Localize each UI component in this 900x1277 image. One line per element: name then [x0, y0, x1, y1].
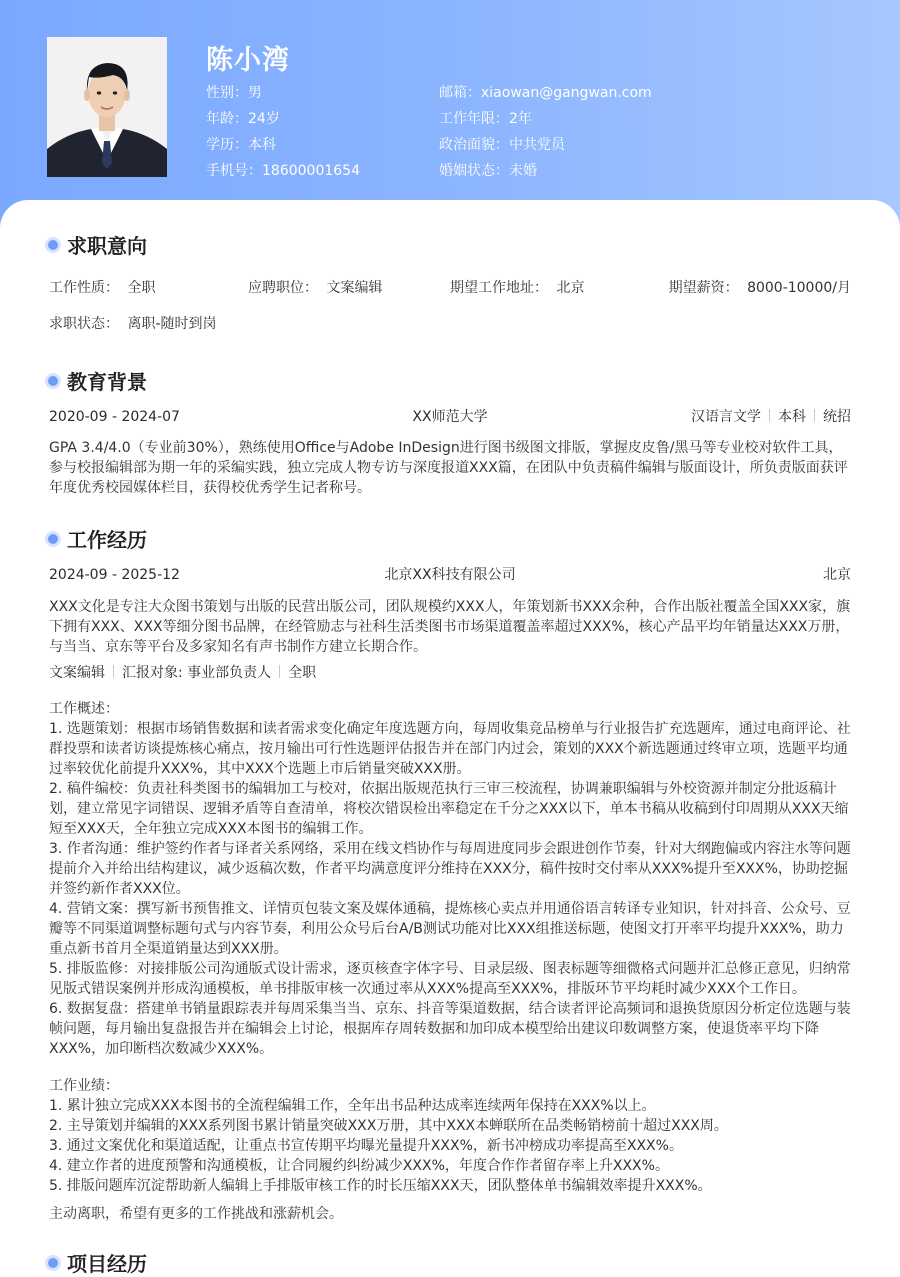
list-item: 1. 选题策划：根据市场销售数据和读者需求变化确定年度选题方向，每周收集竞品榜单与行业报告扩充选题库，通过电商评论、社群投票和读者访谈提炼核心痛点，按月输出可行性选题评估报告并在部门内过会，策划的XXX个新选题通过终审立项，选题平均通过率较优化前提升XXX%，其中XXX个选题上市后销量突破XXX册。 [49, 721, 851, 777]
intent-salary-value: 8000-10000/月 [747, 280, 851, 296]
intent-position-value: 文案编辑 [326, 280, 383, 296]
education-level: 学历：本科 [206, 137, 276, 153]
bullet-dot-icon [48, 376, 58, 386]
work-period: 2024-09 - 2025-12 [49, 567, 180, 583]
work-achievements [49, 1076, 853, 1196]
leave-reason: 主动离职，希望有更多的工作挑战和涨薪机会。 [49, 1206, 343, 1222]
marital-status: 婚姻状态：未婚 [439, 163, 537, 179]
work-years: 工作年限：2年 [439, 111, 532, 127]
work-company: 北京XX科技有限公司 [384, 567, 516, 583]
section-title-intent [48, 230, 147, 259]
company-intro: XXX文化是专注大众图书策划与出版的民营出版公司，团队规模约XXX人，年策划新书XXX余种，合作出版社覆盖全国XXX家，旗下拥有XXX、XXX等细分图书品牌，在经管励志与社科生活类图书市场渠道覆盖率超过XXX%，核心产品平均年销量达XXX万册，与当当、京东等平台及多家知名有声书制作方建立长期合作。 [49, 599, 851, 655]
work-achievements-title: 工作业绩： [49, 1078, 119, 1094]
work-city: 北京 [823, 567, 851, 583]
section-title-work [48, 524, 147, 553]
work-overview [49, 699, 853, 1059]
candidate-name: 陈小湾 [206, 45, 290, 76]
work-overview-title: 工作概述： [49, 701, 119, 717]
list-item: 1. 累计独立完成XXX本图书的全流程编辑工作，全年出书品种达成率连续两年保持在XXX%以上。 [49, 1098, 656, 1114]
intent-type-value: 全职 [127, 280, 156, 296]
divider [113, 665, 114, 678]
list-item: 2. 主导策划并编辑的XXX系列图书累计销量突破XXX万册，其中XXX本蝉联所在品类畅销榜前十超过XXX周。 [49, 1118, 728, 1134]
education-mode: 统招 [823, 409, 851, 425]
list-item: 4. 建立作者的进度预警和沟通模板，让合同履约纠纷减少XXX%，年度合作作者留存率上升XXX%。 [49, 1158, 669, 1174]
intent-type-label: 工作性质： [49, 280, 119, 296]
divider [769, 409, 770, 422]
intent-salary-label: 期望薪资： [668, 280, 739, 296]
list-item: 4. 营销文案：撰写新书预售推文、详情页包装文案及媒体通稿，提炼核心卖点并用通俗语言转译专业知识，针对抖音、公众号、豆瓣等不同渠道调整标题句式与内容节奏，利用公众号后台A/B测试功能对比XXX组推送标题，使图文打开率平均提升XXX%，助力重点新书首月全渠道销量达到XXX册。 [49, 901, 851, 957]
intent-status-value: 离职-随时到岗 [127, 316, 217, 332]
education-major: 汉语言文学 [691, 409, 761, 425]
bullet-dot-icon [48, 534, 58, 544]
list-item: 5. 排版监修：对接排版公司沟通版式设计需求，逐页核查字体字号、目录层级、图表标题等细微格式问题并汇总修正意见，归纳常见版式错误案例并形成沟通模板，单书排版审核一次通过率从XXX%提高至XXX%，排版环节平均耗时减少XXX个工作日。 [49, 961, 851, 997]
education-description: GPA 3.4/4.0（专业前30%），熟练使用Office与Adobe InDesign进行图书级图文排版，掌握皮皮鲁/黑马等专业校对软件工具，参与校报编辑部为期一年的采编实践，独立完成人物专访与深度报道XXX篇，在团队中负责稿件编辑与版面设计，所负责版面获评年度优秀校园媒体栏目，获得校优秀学生记者称号。 [49, 440, 848, 496]
avatar [47, 37, 167, 177]
education-degree: 本科 [778, 409, 806, 425]
intent-salary [669, 277, 851, 297]
list-item: 6. 数据复盘：搭建单书销量跟踪表并每周采集当当、京东、抖音等渠道数据，结合读者评论高频词和退换货原因分析定位选题与装帧问题，每月输出复盘报告并在编辑会上讨论，根据库存周转数据和加印成本模型给出建议印数调整方案，使退货率平均下降XXX%，加印断档次数减少XXX%。 [49, 1001, 851, 1057]
list-item: 3. 通过文案优化和渠道适配，让重点书宣传期平均曝光量提升XXX%，新书冲榜成功率提高至XXX%。 [49, 1138, 683, 1154]
work-role: 文案编辑 [49, 665, 105, 681]
intent-status-label: 求职状态： [49, 316, 119, 332]
age: 年龄：24岁 [206, 111, 280, 127]
intent-city-label: 期望工作地址： [450, 280, 548, 296]
education-period: 2020-09 - 2024-07 [49, 409, 180, 425]
intent-title-text: 求职意向 [67, 234, 147, 258]
education-tags [691, 407, 851, 427]
intent-position [248, 277, 382, 297]
bullet-dot-icon [48, 240, 58, 250]
work-report-to: 汇报对象: 事业部负责人 [122, 665, 272, 681]
work-type: 全职 [288, 665, 317, 681]
intent-type [49, 277, 155, 297]
section-title-education [48, 366, 147, 395]
work-tags [49, 663, 851, 683]
email: 邮箱：xiaowan@gangwan.com [439, 85, 652, 101]
education-title-text: 教育背景 [67, 370, 147, 394]
section-title-project [48, 1248, 147, 1277]
list-item: 2. 稿件编校：负责社科类图书的编辑加工与校对，依据出版规范执行三审三校流程，协调兼职编辑与外校资源并制定分批返稿计划，建立常见字词错误、逻辑矛盾等自查清单，将校次错误检出率稳定在千分之XXX以下，单本书稿从收稿到付印周期从XXX天缩短至XXX天，全年独立完成XXX本图书的编辑工作。 [49, 781, 849, 837]
divider [279, 665, 280, 678]
intent-position-label: 应聘职位： [248, 280, 318, 296]
education-school: XX师范大学 [412, 409, 488, 425]
person-portrait-icon [47, 37, 167, 177]
bullet-dot-icon [48, 1258, 58, 1268]
phone: 手机号：18600001654 [206, 163, 360, 179]
political-status: 政治面貌：中共党员 [439, 137, 565, 153]
list-item: 3. 作者沟通：维护签约作者与译者关系网络，采用在线文档协作与每周进度同步会跟进创作节奏，针对大纲跑偏或内容注水等问题提前介入并给出结构建议，减少返稿次数，作者平均满意度评分维持在XXX分，稿件按时交付率从XXX%提升至XXX%，协助挖掘并签约新作者XXX位。 [49, 841, 851, 897]
work-title-text: 工作经历 [67, 528, 147, 552]
intent-city [450, 277, 584, 297]
intent-city-value: 北京 [556, 280, 585, 296]
divider [814, 409, 815, 422]
project-title-text: 项目经历 [67, 1252, 147, 1276]
gender: 性别：男 [206, 85, 262, 101]
list-item: 5. 排版问题库沉淀帮助新人编辑上手排版审核工作的时长压缩XXX天，团队整体单书编辑效率提升XXX%。 [49, 1178, 712, 1194]
intent-status [49, 313, 217, 333]
